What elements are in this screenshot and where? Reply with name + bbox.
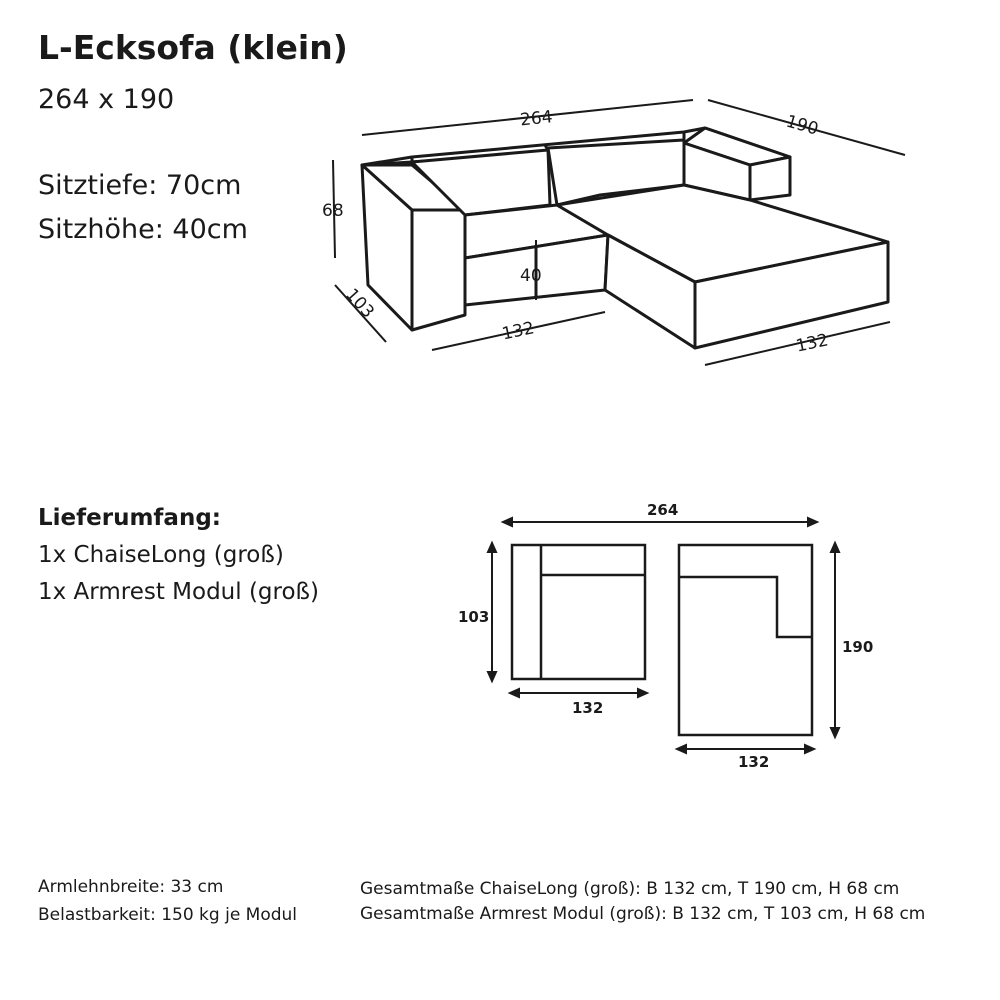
load-capacity: Belastbarkeit: 150 kg je Modul [38,905,298,925]
page-title: L-Ecksofa (klein) [38,28,348,67]
seat-height: Sitzhöhe: 40cm [38,214,248,245]
armrest-dimensions: Gesamtmaße Armrest Modul (groß): B 132 cm, T 103 cm, H 68 cm [360,904,926,924]
plan-armrest-module [512,545,645,679]
iso-module-depth-label: 103 [341,284,378,323]
chaise-dimensions: Gesamtmaße ChaiseLong (groß): B 132 cm, T 190 cm, H 68 cm [360,879,900,899]
plan-left-depth: 103 [458,608,490,626]
iso-seat-height-label: 40 [520,266,542,286]
isometric-sofa [362,128,888,348]
seat-depth: Sitztiefe: 70cm [38,170,242,201]
plan-right-width: 132 [738,753,770,771]
iso-left-width-label: 132 [500,318,537,345]
iso-depth-label: 190 [783,111,821,140]
scope-item: 1x Armrest Modul (groß) [38,579,320,605]
iso-width-label: 264 [519,107,554,131]
iso-height-label: 68 [322,201,344,221]
scope-item: 1x ChaiseLong (groß) [38,542,284,568]
plan-chaise-module [679,545,812,735]
scope-heading: Lieferumfang: [38,505,221,531]
plan-right-depth: 190 [842,638,874,656]
plan-total-width: 264 [647,501,679,519]
plan-left-width: 132 [572,699,604,717]
overall-dimensions: 264 x 190 [38,84,175,115]
iso-right-width-label: 132 [794,330,831,357]
plan-view [512,545,812,735]
armrest-width: Armlehnbreite: 33 cm [38,877,224,897]
